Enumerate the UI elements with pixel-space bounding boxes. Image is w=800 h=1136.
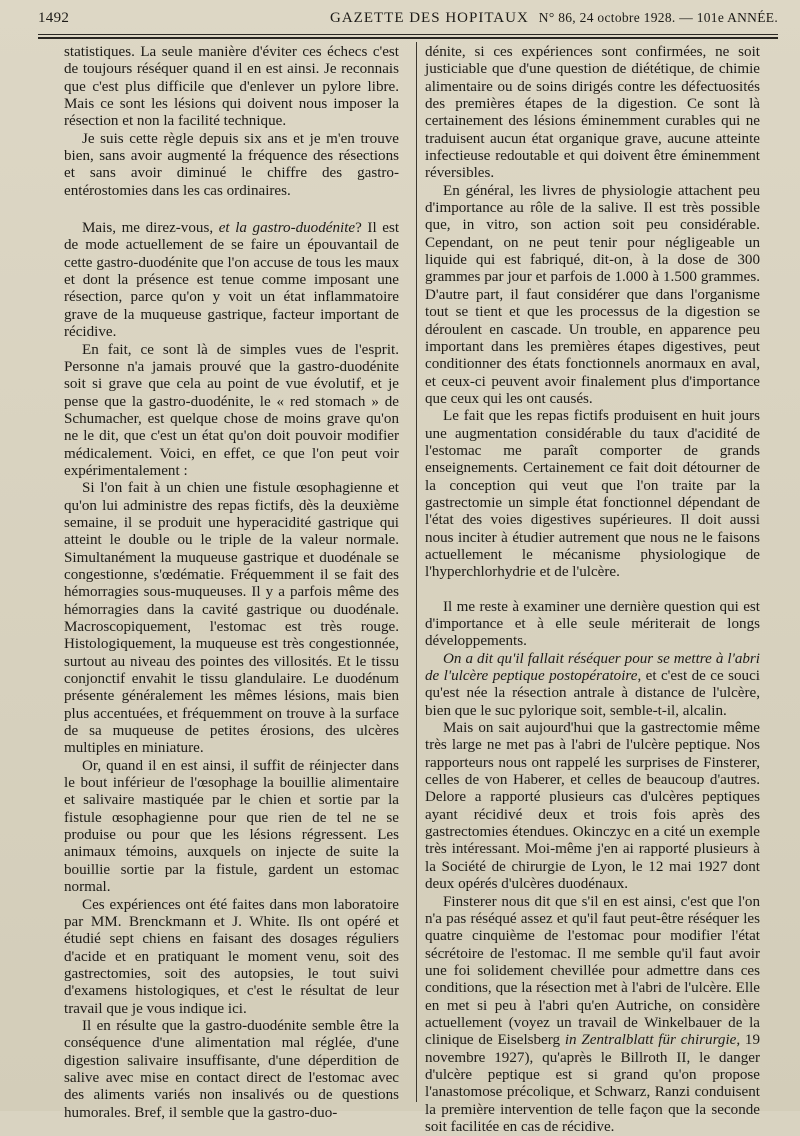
- text-run: Mais, me direz-vous,: [82, 220, 219, 236]
- paragraph: Il me reste à examiner une dernière question qui est d'importance et à elle seule mériterait de longs développements.: [425, 599, 760, 651]
- paragraph: statistiques. La seule manière d'éviter ces échecs c'est de toujours réséquer quand il en est ainsi. Je reconnais que c'est plus difficile que d'enlever un pylore libre. Mais ce sont les lésions qui doivent nous imposer la résection et non la facilité technique.: [64, 44, 399, 131]
- text-run: ? Il est de mode actuellement de se faire un épouvantail de cette gastro-duodénite que l'on accuse de tous les maux et dont la présence est tenue comme imposant une résection, parce qu'on y voit un état inflammatoire grave de la muqueuse gastrique, facteur important de récidive.: [64, 220, 399, 340]
- paragraph: Je suis cette règle depuis six ans et je m'en trouve bien, sans avoir augmenté la fréquence des résections et sans avoir diminué le chiffre des gastro-entérostomies dans les cas ordinaires.: [64, 131, 399, 200]
- page-number: 1492: [38, 10, 69, 27]
- paragraph: dénite, si ces expériences sont confirmées, ne soit justiciable que d'une question de diététique, de chimie alimentaire ou de soins dirigés contre les défectuosités des premières étapes de la digestion. Ce sont là certainement des lésions éminemment curables qui ne traduisent aucun état organique grave, aucune atteinte infectieuse redoutable et qui doivent être éminemment réversibles.: [425, 44, 760, 183]
- italic-text: et la gastro-duodénite: [219, 220, 355, 236]
- paragraph: Si l'on fait à un chien une fistule œsophagienne et qu'on lui administre des repas fictifs, dès la deuxième semaine, il se produit une hyperacidité gastrique qui atteint le double ou le triple de la valeur normale. Simultanément la muqueuse gastrique et duodénale se congestionne, s'œdématie. Fréquemment il se fait des hémorragies sous-muqueuses. Il y a parfois même des hémorragies dans la cavité gastrique ou duodénale. Macroscopiquement, l'estomac est très rouge. Histologiquement, la muqueuse est très congestionnée, surtout au niveau des pointes des villosités. Et le tissu conjonctif envahit le tissu glandulaire. Le duodénum présente généralement les mêmes lésions, mais bien plus accentuées, et fréquemment on trouve à la surface de sa muqueuse de petites érosions, des ulcères multiples en miniature.: [64, 480, 399, 758]
- paragraph: Le fait que les repas fictifs produisent en huit jours une augmentation considérable du taux d'acidité de l'estomac me paraît comporter de grands enseignements. Certainement ce fait doit détourner de la conception qui veut que l'on traite par la gastrectomie un simple état fonctionnel dépendant de l'état des voies digestives supérieures. Il doit aussi nous inciter à étudier autrement que nous ne le faisons actuellement le mécanisme physiologique de l'hyperchlorhydrie et de l'ulcère.: [425, 408, 760, 581]
- journal-title: GAZETTE DES HOPITAUX: [330, 10, 529, 27]
- paragraph: En fait, ce sont là de simples vues de l'esprit. Personne n'a jamais prouvé que la gastro-duodénite soit si grave que cela au point de vue évolutif, et je pense que la gastro-duodénite, le « red stomach » de Schumacher, est quelque chose de moins grave qu'on ne le dit, que c'est un état qu'on doit pouvoir modifier médicalement. Voici, en effet, ce que l'on peut voir expérimentalement :: [64, 342, 399, 481]
- paragraph: Il en résulte que la gastro-duodénite semble être la conséquence d'une alimentation mal réglée, d'une digestion salivaire insuffisante, d'une déperdition de salive avec mise en contact direct de l'estomac avec des aliments variés non insalivés ou de questions humorales. Bref, il semble que la gastro-duo-: [64, 1018, 399, 1122]
- paragraph: Ces expériences ont été faites dans mon laboratoire par MM. Brenckmann et J. White. Ils ont opéré et étudié sept chiens en faisant des dosages réguliers d'acide et en pratiquant le moment venu, soit des gastrectomies, soit des autopsies, le tout suivi d'examens histologiques, et c'est le résultat de leur travail que je vous indique ici.: [64, 897, 399, 1018]
- text-run: , et c'est de ce souci qu'est née la résection antrale à distance de l'ulcère, bien que le suc pylorique soit, semble-t-il, alcalin.: [425, 668, 760, 719]
- paragraph: En général, les livres de physiologie attachent peu d'importance au rôle de la salive. Il est très possible que, in vitro, son action soit peu considérable. Cependant, on ne peut tenir pour négligeable un liquide qui est fabriqué, dit-on, à la dose de 300 grammes par jour et parfois de 1.000 à 1.500 grammes. D'autre part, il faut considérer que dans l'organisme tout se tient et que les processus de la digestion se déroulent en cascade. Un trouble, en apparence peu important dans les premières étapes digestives, peut conditionner des états fonctionnels anormaux en aval, et ceux-ci peuvent avoir finalement plus d'importance que ceux qui les ont causés.: [425, 183, 760, 408]
- right-column: [425, 44, 760, 1136]
- header-rule-thick: [38, 37, 778, 39]
- header-rule: [38, 34, 778, 35]
- text-run: Finsterer nous dit que s'il en est ainsi, c'est que l'on n'a pas réséqué assez et qu'il faut peut-être réséquer les quatre cinquième de l'estomac pour modifier l'état sécrétoire de l'estomac. Il me semble qu'il faut avoir une foi solidement chevillée pour admettre dans ces conditions, que la résection met à l'abri de l'ulcère. Elle en met si peu à l'abri qu'en Autriche, on considère actuellement (voyez un travail de Winkelbauer de la clinique de Eiselsberg: [425, 894, 760, 1049]
- paragraph: [425, 651, 760, 720]
- left-column: [64, 44, 399, 1122]
- paragraph: Mais on sait aujourd'hui que la gastrectomie même très large ne met pas à l'abri de l'ulcère peptique. Nos rapporteurs nous ont rappelé les surprises de Finsterer, celles de von Haberer, et celles de beaucoup d'autres. Delore a rapporté plusieurs cas d'ulcères peptiques ayant récidivé deux et trois fois après des gastrectomies étendues. Okinczyc en a cité un exemple très intéressant. Moi-même j'en ai rapporté plusieurs à la Société de chirurgie de Lyon, le 12 mai 1927 dont deux opérés d'ulcères duodénaux.: [425, 720, 760, 893]
- page-header: [38, 8, 778, 34]
- text-run: , 19 novembre 1927), qu'après le Billroth II, le danger d'ulcère peptique est si grand qu'on propose l'anastomose précolique, et Schwarz, Ranzi conduisent la première intervention de telle façon que la seconde soit facilitée en cas de récidive.: [425, 1032, 760, 1135]
- italic-text: On a dit qu'il fallait réséquer pour se mettre à l'abri de l'ulcère peptique postopératoire: [425, 651, 760, 684]
- paragraph: [425, 894, 760, 1136]
- italic-text: in Zentralblatt für chirurgie: [565, 1032, 736, 1048]
- paragraph: [64, 220, 399, 341]
- paragraph: Or, quand il en est ainsi, il suffit de réinjecter dans le bout inférieur de l'œsophage la bouillie alimentaire et salivaire mastiquée par le chien et sortie par la fistule œsophagienne pour que rien de tel ne se produise ou pour que les lésions régressent. Les animaux témoins, auxquels on injecte de suite la bouillie sortie par la fistule, gardent un estomac normal.: [64, 758, 399, 897]
- issue-info: N° 86, 24 octobre 1928. — 101e ANNÉE.: [539, 10, 778, 26]
- column-divider: [416, 42, 417, 1102]
